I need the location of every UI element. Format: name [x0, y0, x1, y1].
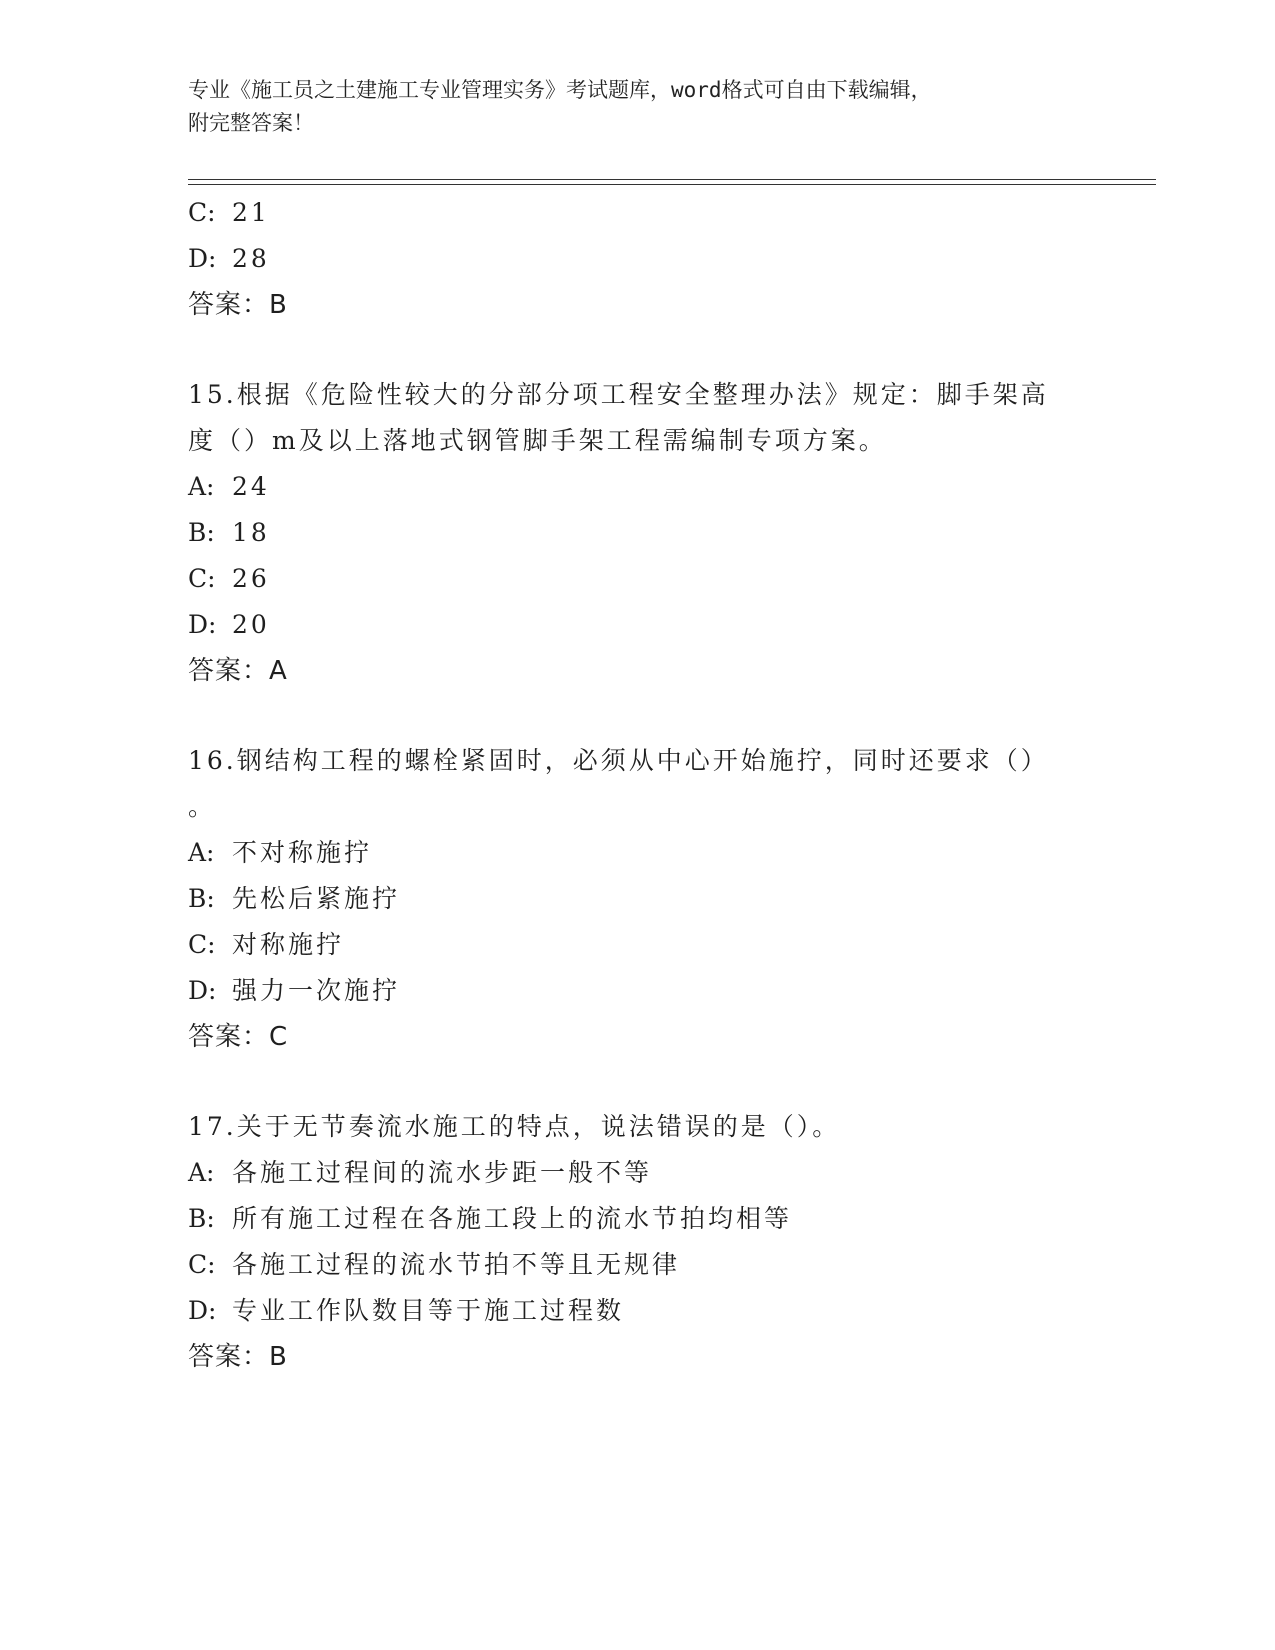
answer-line: 答案：C: [188, 1022, 289, 1052]
option-text: 对称施拧: [232, 930, 345, 959]
question-stem-continued: 。: [188, 792, 217, 821]
option-label: B:: [188, 1204, 215, 1233]
option-text: 20: [232, 610, 270, 639]
option-a: [188, 830, 1128, 876]
option-text: 各施工过程的流水节拍不等且无规律: [232, 1250, 681, 1279]
header-line-2: 附完整答案！: [188, 111, 314, 135]
option-text: 所有施工过程在各施工段上的流水节拍均相等: [232, 1204, 793, 1233]
answer-line: 答案：B: [188, 1342, 288, 1372]
option-text: 18: [232, 518, 270, 547]
header-divider-bottom: [188, 184, 1156, 185]
question-previous: [188, 190, 1128, 328]
question-stem: 15.根据《危险性较大的分部分项工程安全整理办法》规定：脚手架高: [188, 380, 1049, 409]
header-line-1: 专业《施工员之土建施工专业管理实务》考试题库，word格式可自由下载编辑，: [188, 78, 932, 102]
question-stem-continued: 度（）m及以上落地式钢管脚手架工程需编制专项方案。: [188, 426, 887, 455]
option-text: 24: [232, 472, 270, 501]
option-text: 先松后紧施拧: [232, 884, 401, 913]
option-label: D:: [188, 610, 217, 639]
option-text: 专业工作队数目等于施工过程数: [232, 1296, 625, 1325]
option-label: D:: [188, 244, 217, 273]
option-c: [188, 922, 1128, 968]
option-a: [188, 464, 1128, 510]
question-15: [188, 372, 1128, 694]
answer-line: 答案：B: [188, 290, 288, 320]
option-b: [188, 876, 1128, 922]
document-header: [188, 74, 1088, 140]
option-label: B:: [188, 518, 215, 547]
option-label: D:: [188, 976, 217, 1005]
question-16: [188, 738, 1128, 1060]
option-label: A:: [188, 838, 215, 867]
option-label: D:: [188, 1296, 217, 1325]
question-17: [188, 1104, 1128, 1380]
option-d: [188, 602, 1128, 648]
question-stem: 17.关于无节奏流水施工的特点，说法错误的是（）。: [188, 1112, 841, 1141]
option-label: C:: [188, 1250, 216, 1279]
option-d: [188, 236, 1128, 282]
option-label: B:: [188, 884, 215, 913]
option-label: A:: [188, 472, 215, 501]
option-text: 不对称施拧: [232, 838, 373, 867]
option-text: 21: [232, 198, 270, 227]
option-text: 26: [232, 564, 270, 593]
option-text: 强力一次施拧: [232, 976, 401, 1005]
option-text: 28: [232, 244, 270, 273]
option-label: C:: [188, 930, 216, 959]
option-d: [188, 1288, 1128, 1334]
option-b: [188, 1196, 1128, 1242]
option-d: [188, 968, 1128, 1014]
spacer: [188, 694, 1128, 738]
option-b: [188, 510, 1128, 556]
question-stem: 16.钢结构工程的螺栓紧固时，必须从中心开始施拧，同时还要求（）: [188, 746, 1049, 775]
option-c: [188, 190, 1128, 236]
spacer: [188, 1060, 1128, 1104]
answer-line: 答案：A: [188, 656, 288, 686]
option-label: C:: [188, 198, 216, 227]
option-a: [188, 1150, 1128, 1196]
option-c: [188, 1242, 1128, 1288]
option-c: [188, 556, 1128, 602]
option-label: C:: [188, 564, 216, 593]
header-divider-top: [188, 179, 1156, 180]
option-text: 各施工过程间的流水步距一般不等: [232, 1158, 653, 1187]
option-label: A:: [188, 1158, 215, 1187]
question-list: [188, 190, 1128, 1380]
spacer: [188, 328, 1128, 372]
